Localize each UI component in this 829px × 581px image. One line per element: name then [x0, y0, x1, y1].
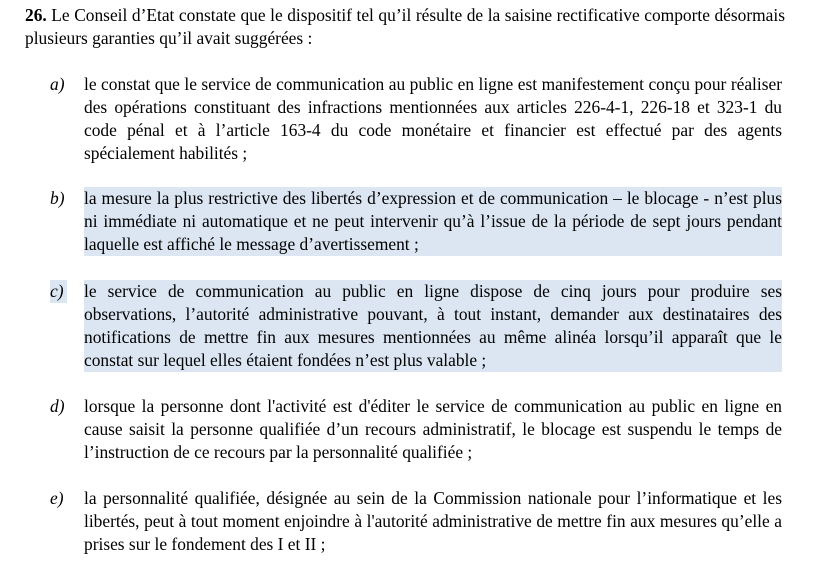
item-text-highlighted[interactable]: le service de communication au public en ligne dispose de cinq jours pour produire ses observations, l’autorité administrative pouvant, à tout instant, demander aux destinataires des notifications de mettre fin aux mesures mentionnées au même alinéa lorsqu’il apparaît que le constat sur lequel elles étaient fondées n’est plus valable ;	[84, 281, 782, 370]
item-letter-highlighted[interactable]: c)	[50, 280, 67, 303]
item-letter: b)	[50, 188, 65, 208]
paragraph-number: 26.	[25, 5, 47, 25]
item-text: le constat que le service de communication au public en ligne est manifestement conçu pour réaliser des opérations constituant des infractions mentionnées aux articles 226-4-1, 226-18 et 323-1 du code pénal et à l’article 163-4 du code monétaire et financier est effectué par des agents spécialement habilités ;	[84, 74, 782, 163]
item-letter: e)	[50, 488, 64, 508]
item-text: la personnalité qualifiée, désignée au sein de la Commission nationale pour l’informatique et les libertés, peut à tout moment enjoindre à l'autorité administrative de mettre fin aux mesures qu’elle a prises sur le fondement des I et II ;	[84, 488, 782, 554]
item-letter: a)	[50, 74, 65, 94]
item-letter: d)	[50, 396, 65, 416]
item-text-highlighted[interactable]: la mesure la plus restrictive des libertés d’expression et de communication – le blocage - n’est plus ni immédiate ni automatique et ne peut intervenir qu’à l’issue de la période de sept jours pendant laquelle est affiché le message d’avertissement ;	[84, 188, 782, 254]
paragraph-text: Le Conseil d’Etat constate que le dispositif tel qu’il résulte de la saisine rectificative comporte désormais plusieurs garanties qu’il avait suggérées :	[25, 5, 785, 48]
paragraph-intro	[25, 4, 785, 50]
item-text: lorsque la personne dont l'activité est d'éditer le service de communication au public en ligne en cause saisit la personne qualifiée d’un recours administratif, le blocage est suspendu le temps de l’instruction de ce recours par la personnalité qualifiée ;	[84, 396, 782, 462]
